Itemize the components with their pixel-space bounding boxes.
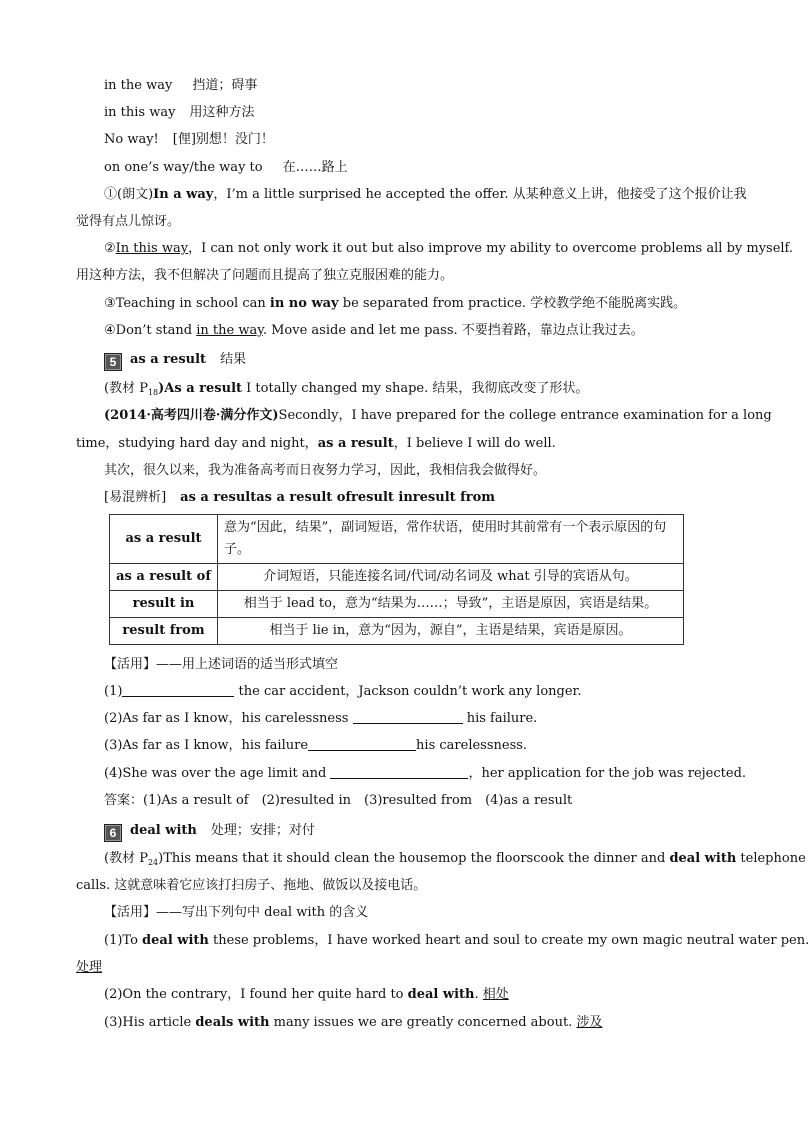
example-source: ①(朗文) [104,187,154,202]
practice-1-answer: 答案：(1)As a result of (2)resulted in (3)resulted from (4)as a result [104,793,573,808]
number-6-icon: 6 [104,824,122,842]
question-text: (3)His article [104,1015,196,1030]
example-2-line-1 [76,240,794,258]
textbook-ref: (教材 P [104,381,148,396]
key-phrase: deals with [195,1015,270,1030]
table-desc: 意为“因此，结果”，副词短语，常作状语，使用时其前常有一个表示原因的句子。 [218,515,684,564]
section-5-heading [104,351,246,371]
key-phrase: In a way [153,187,214,202]
answer-blank[interactable] [353,711,463,724]
table-row [110,515,684,564]
example-text: telephone [736,851,806,866]
answer-text: 相处 [482,987,509,1002]
practice-1-heading: 【活用】——用上述词语的适当形式填空 [104,657,339,672]
compare-heading [104,489,495,507]
table-row [110,564,684,591]
practice-1-q1 [104,683,581,701]
section-6-heading [104,822,315,842]
table-desc: 相当于 lead to，意为“结果为……；导致”，主语是原因，宾语是结果。 [218,591,684,618]
example-text: Secondly，I have prepared for the college entrance examination for a long [278,408,772,423]
question-text: his failure. [462,711,538,726]
textbook-ref: (教材 P [104,851,148,866]
phrase-on-ones-way [104,159,348,177]
comparison-table [109,514,684,645]
compare-terms: as a resultas a result ofresult inresult from [180,490,496,505]
key-phrase: In this way [115,241,189,256]
example-1-line-2: 觉得有点儿惊讶。 [76,214,181,229]
key-phrase: in no way [269,296,339,311]
table-row [110,618,684,645]
key-phrase: )As a result [158,381,243,396]
answer-blank[interactable] [122,684,234,697]
question-text: the car accident，Jackson couldn’t work any longer. [234,684,582,699]
practice-1-q2 [104,710,537,728]
answer-blank[interactable] [330,766,468,779]
example-text: be separated from practice. 学校教学绝不能脱离实践。 [338,296,687,311]
example-text: ，I’m a little surprised he accepted the offer. 从某种意义上讲，他接受了这个报价让我 [213,187,747,202]
table-term: as a result of [110,564,218,591]
practice-2-q1 [76,932,809,950]
question-text: many issues we are greatly concerned about. [269,1015,577,1030]
section-title: deal with [130,823,197,838]
example-2-line-2: 用这种方法，我不但解决了问题而且提高了独立克服困难的能力。 [76,268,454,283]
practice-1-q3 [104,737,527,755]
key-phrase: deal with [142,933,209,948]
number-5-icon: 5 [104,353,122,371]
question-text: these problems，I have worked heart and soul to create my own magic neutral water pen. [208,933,809,948]
table-term: result from [110,618,218,645]
example-text: ③Teaching in school can [104,296,270,311]
table-term: as a result [110,515,218,564]
phrase-no-way [104,131,274,149]
table-desc: 介词短语，只能连接名词/代词/动名词及 what 引导的宾语从句。 [218,564,684,591]
section-5-exam-example-line-2 [76,435,556,453]
key-phrase: deal with [407,987,475,1002]
example-text: ，I can not only work it out but also improve my ability to overcome problems all by myself. [188,241,794,256]
answer-blank[interactable] [308,738,416,751]
table-desc: 相当于 lie in，意为“因为，源自”，主语是结果，宾语是原因。 [218,618,684,645]
question-text: (2)On the contrary，I found her quite hard to [104,987,408,1002]
exam-source: (2014·高考四川卷·满分作文) [104,408,279,423]
page-number: 24 [147,858,159,867]
answer-text: 涉及 [576,1015,603,1030]
phrase-en: No way! [104,132,159,147]
phrase-en: in this way [104,105,176,120]
page-number: 18 [147,388,159,397]
section-meaning: 处理；安排；对付 [210,823,315,838]
example-text: ④Don’t stand [104,323,197,338]
key-phrase: as a result [317,436,394,451]
example-text: . Move aside and let me pass. 不要挡着路，靠边点让我过去。 [262,323,644,338]
question-number: (1) [104,684,123,699]
answer-text: 处理 [76,960,103,975]
practice-2-q1-answer [76,959,102,977]
phrase-cn: 在……路上 [282,160,348,175]
section-6-example-line-1 [76,850,806,872]
table-term: result in [110,591,218,618]
phrase-en: in the way [104,78,173,93]
practice-2-heading: 【活用】——写出下列句中 deal with 的含义 [104,905,369,920]
section-5-exam-example-line-1 [76,407,772,425]
example-text: I totally changed my shape. 结果，我彻底改变了形状。 [242,381,589,396]
table-row [110,591,684,618]
example-1-line-1 [76,186,747,204]
key-phrase: deal with [669,851,737,866]
section-5-textbook-example [104,380,588,402]
question-text: (2)As far as I know，his carelessness [104,711,353,726]
question-text: (3)As far as I know，his failure [104,738,309,753]
phrase-cn: 用这种方法 [189,105,255,120]
practice-2-q2 [104,986,509,1004]
example-3 [104,295,686,313]
phrase-cn: 挡道；碍事 [192,78,258,93]
example-text: ，I believe I will do well. [393,436,556,451]
section-meaning: 结果 [220,352,247,367]
question-text: (1)To [104,933,143,948]
example-number: ② [104,241,116,256]
example-text: )This means that it should clean the housemop the floorscook the dinner and [158,851,670,866]
question-text: . [474,987,483,1002]
question-text: his carelessness. [416,738,528,753]
phrase-in-the-way [104,77,257,95]
section-5-exam-example-cn: 其次，很久以来，我为准备高考而日夜努力学习，因此，我相信我会做得好。 [104,463,547,478]
section-title: as a result [130,352,207,367]
practice-2-q3 [104,1014,602,1032]
question-text: (4)She was over the age limit and [104,766,331,781]
key-phrase: in the way [196,323,263,338]
question-text: ，her application for the job was rejected. [468,766,747,781]
phrase-en: on one’s way/the way to [104,160,263,175]
phrase-in-this-way [104,104,254,122]
section-6-example-line-2: calls. 这就意味着它应该打扫房子、拖地、做饭以及接电话。 [76,878,427,893]
example-text: time，studying hard day and night， [76,436,318,451]
phrase-cn: [俚]别想！没门！ [172,132,274,147]
example-4 [104,322,644,340]
practice-1-q4 [104,765,746,783]
compare-label: [易混辨析] [104,490,167,505]
